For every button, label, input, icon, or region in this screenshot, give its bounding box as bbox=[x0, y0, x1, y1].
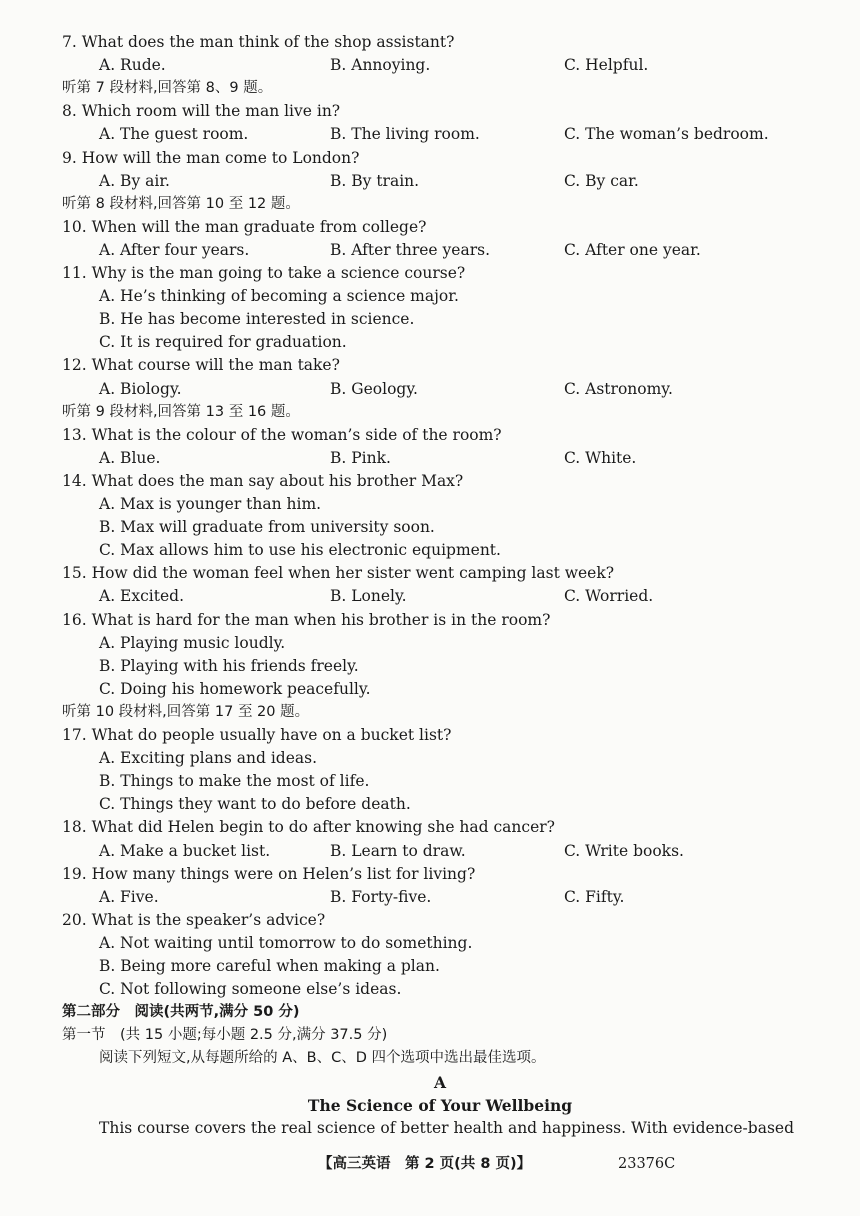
option-c: C. Worried. bbox=[564, 587, 654, 606]
question-line bbox=[0, 262, 860, 285]
section-instruction-line bbox=[0, 77, 860, 100]
answer-option: B. He has become interested in science. bbox=[99, 310, 415, 329]
option-b: B. Annoying. bbox=[330, 56, 431, 75]
footer-label: 【高三英语 第 2 页(共 8 页)】 bbox=[318, 1156, 532, 1172]
options-line bbox=[0, 54, 860, 77]
option-b: B. Geology. bbox=[330, 379, 418, 398]
option-c: C. After one year. bbox=[564, 240, 701, 259]
options-line bbox=[0, 239, 860, 262]
option-line bbox=[0, 678, 860, 701]
answer-option: B. Max will graduate from university soon. bbox=[99, 518, 435, 537]
option-c: C. White. bbox=[564, 448, 637, 467]
answer-option: C. Not following someone else’s ideas. bbox=[99, 980, 402, 999]
question-stem: 13. What is the colour of the woman’s side of the room? bbox=[62, 425, 502, 444]
answer-option: B. Being more careful when making a plan. bbox=[99, 957, 440, 975]
section-instruction-line bbox=[0, 401, 860, 424]
question-stem: 8. Which room will the man live in? bbox=[62, 102, 341, 121]
option-line bbox=[0, 770, 860, 793]
option-a: A. Blue. bbox=[99, 448, 161, 467]
answer-option: A. Playing music loudly. bbox=[99, 633, 286, 652]
options-line bbox=[0, 840, 860, 863]
footer-code: 23376C bbox=[618, 1156, 676, 1172]
option-a: A. Five. bbox=[99, 887, 159, 906]
section-instruction: 听第 9 段材料,回答第 13 至 16 题。 bbox=[62, 403, 300, 420]
passage-title-line bbox=[0, 1094, 860, 1117]
question-line bbox=[0, 562, 860, 585]
options-line bbox=[0, 886, 860, 909]
question-line bbox=[0, 100, 860, 123]
answer-option: C. Max allows him to use his electronic equipment. bbox=[99, 541, 501, 560]
instruction-line bbox=[0, 1047, 860, 1070]
option-b: B. Forty-five. bbox=[330, 887, 432, 906]
option-b: B. The living room. bbox=[330, 125, 480, 144]
answer-option: A. Max is younger than him. bbox=[99, 495, 322, 513]
question-line bbox=[0, 909, 860, 932]
passage-title: The Science of Your Wellbeing bbox=[307, 1095, 573, 1115]
question-stem: 17. What do people usually have on a bucket list? bbox=[62, 726, 452, 744]
answer-option: B. Things to make the most of life. bbox=[99, 772, 370, 791]
options-line bbox=[0, 123, 860, 146]
option-a: A. Rude. bbox=[99, 56, 166, 75]
option-a: A. Biology. bbox=[99, 379, 182, 398]
option-line bbox=[0, 632, 860, 655]
question-stem: 7. What does the man think of the shop assistant? bbox=[62, 33, 455, 51]
option-c: C. The woman’s bedroom. bbox=[564, 125, 769, 144]
option-line bbox=[0, 747, 860, 770]
option-line bbox=[0, 955, 860, 978]
question-stem: 11. Why is the man going to take a science course? bbox=[62, 264, 466, 282]
passage-text-line bbox=[0, 1117, 860, 1140]
question-stem: 12. What course will the man take? bbox=[62, 356, 340, 375]
section-instruction: 听第 8 段材料,回答第 10 至 12 题。 bbox=[62, 195, 300, 212]
answer-option: A. Exciting plans and ideas. bbox=[99, 749, 317, 768]
section1-heading: 第一节 (共 15 小题;每小题 2.5 分,满分 37.5 分) bbox=[62, 1027, 388, 1044]
section-instruction-line bbox=[0, 701, 860, 724]
question-line bbox=[0, 609, 860, 632]
passage-first-line: This course covers the real science of better health and happiness. With evidence-based bbox=[99, 1118, 794, 1137]
options-line bbox=[0, 447, 860, 470]
answer-option: C. Doing his homework peacefully. bbox=[99, 679, 371, 698]
question-line bbox=[0, 816, 860, 839]
option-b: B. After three years. bbox=[330, 240, 490, 259]
section1-line bbox=[0, 1024, 860, 1047]
answer-option: C. It is required for graduation. bbox=[99, 333, 347, 352]
question-stem: 18. What did Helen begin to do after knowing she had cancer? bbox=[62, 818, 555, 837]
option-c: C. Write books. bbox=[564, 841, 684, 860]
passage-letter: A bbox=[433, 1072, 447, 1092]
option-b: B. Lonely. bbox=[330, 587, 407, 606]
reading-instruction: 阅读下列短文,从每题所给的 A、B、C、D 四个选项中选出最佳选项。 bbox=[99, 1050, 546, 1067]
answer-option: C. Things they want to do before death. bbox=[99, 795, 411, 814]
part2-heading-line bbox=[0, 1001, 860, 1024]
option-line bbox=[0, 978, 860, 1001]
options-line bbox=[0, 378, 860, 401]
question-stem: 16. What is hard for the man when his brother is in the room? bbox=[62, 610, 551, 629]
answer-option: A. Not waiting until tomorrow to do something. bbox=[99, 933, 473, 952]
question-stem: 14. What does the man say about his brother Max? bbox=[62, 471, 464, 490]
option-line bbox=[0, 932, 860, 955]
question-line bbox=[0, 354, 860, 377]
part2-heading: 第二部分 阅读(共两节,满分 50 分) bbox=[62, 1004, 300, 1021]
option-a: A. The guest room. bbox=[99, 125, 249, 144]
answer-option: A. He’s thinking of becoming a science major. bbox=[99, 287, 459, 306]
option-a: A. After four years. bbox=[99, 240, 250, 259]
question-stem: 20. What is the speaker’s advice? bbox=[62, 910, 326, 929]
option-c: C. Fifty. bbox=[564, 887, 625, 906]
option-line bbox=[0, 331, 860, 354]
option-a: A. Excited. bbox=[99, 587, 184, 606]
option-line bbox=[0, 655, 860, 678]
question-line bbox=[0, 424, 860, 447]
answer-option: B. Playing with his friends freely. bbox=[99, 656, 359, 675]
option-c: C. Astronomy. bbox=[564, 379, 673, 398]
section-instruction: 听第 7 段材料,回答第 8、9 题。 bbox=[62, 80, 273, 97]
option-c: C. By car. bbox=[564, 171, 639, 190]
question-line bbox=[0, 470, 860, 493]
question-line bbox=[0, 147, 860, 170]
option-line bbox=[0, 793, 860, 816]
question-line bbox=[0, 724, 860, 747]
option-line bbox=[0, 516, 860, 539]
question-line bbox=[0, 31, 860, 54]
option-line bbox=[0, 308, 860, 331]
section-instruction-line bbox=[0, 193, 860, 216]
option-b: B. Pink. bbox=[330, 448, 391, 467]
question-stem: 9. How will the man come to London? bbox=[62, 148, 360, 167]
option-b: B. Learn to draw. bbox=[330, 841, 466, 860]
option-b: B. By train. bbox=[330, 171, 420, 190]
option-line bbox=[0, 539, 860, 562]
passage-letter-line bbox=[0, 1071, 860, 1094]
option-line bbox=[0, 493, 860, 516]
option-a: A. Make a bucket list. bbox=[99, 841, 271, 860]
question-line bbox=[0, 216, 860, 239]
section-instruction: 听第 10 段材料,回答第 17 至 20 题。 bbox=[62, 703, 310, 720]
page-footer bbox=[0, 1150, 860, 1178]
question-stem: 15. How did the woman feel when her sister went camping last week? bbox=[62, 564, 615, 583]
question-line bbox=[0, 863, 860, 886]
question-stem: 19. How many things were on Helen’s list for living? bbox=[62, 864, 476, 883]
option-a: A. By air. bbox=[99, 171, 170, 190]
question-stem: 10. When will the man graduate from college? bbox=[62, 217, 427, 236]
options-line bbox=[0, 170, 860, 193]
option-line bbox=[0, 285, 860, 308]
options-line bbox=[0, 585, 860, 608]
option-c: C. Helpful. bbox=[564, 56, 649, 75]
